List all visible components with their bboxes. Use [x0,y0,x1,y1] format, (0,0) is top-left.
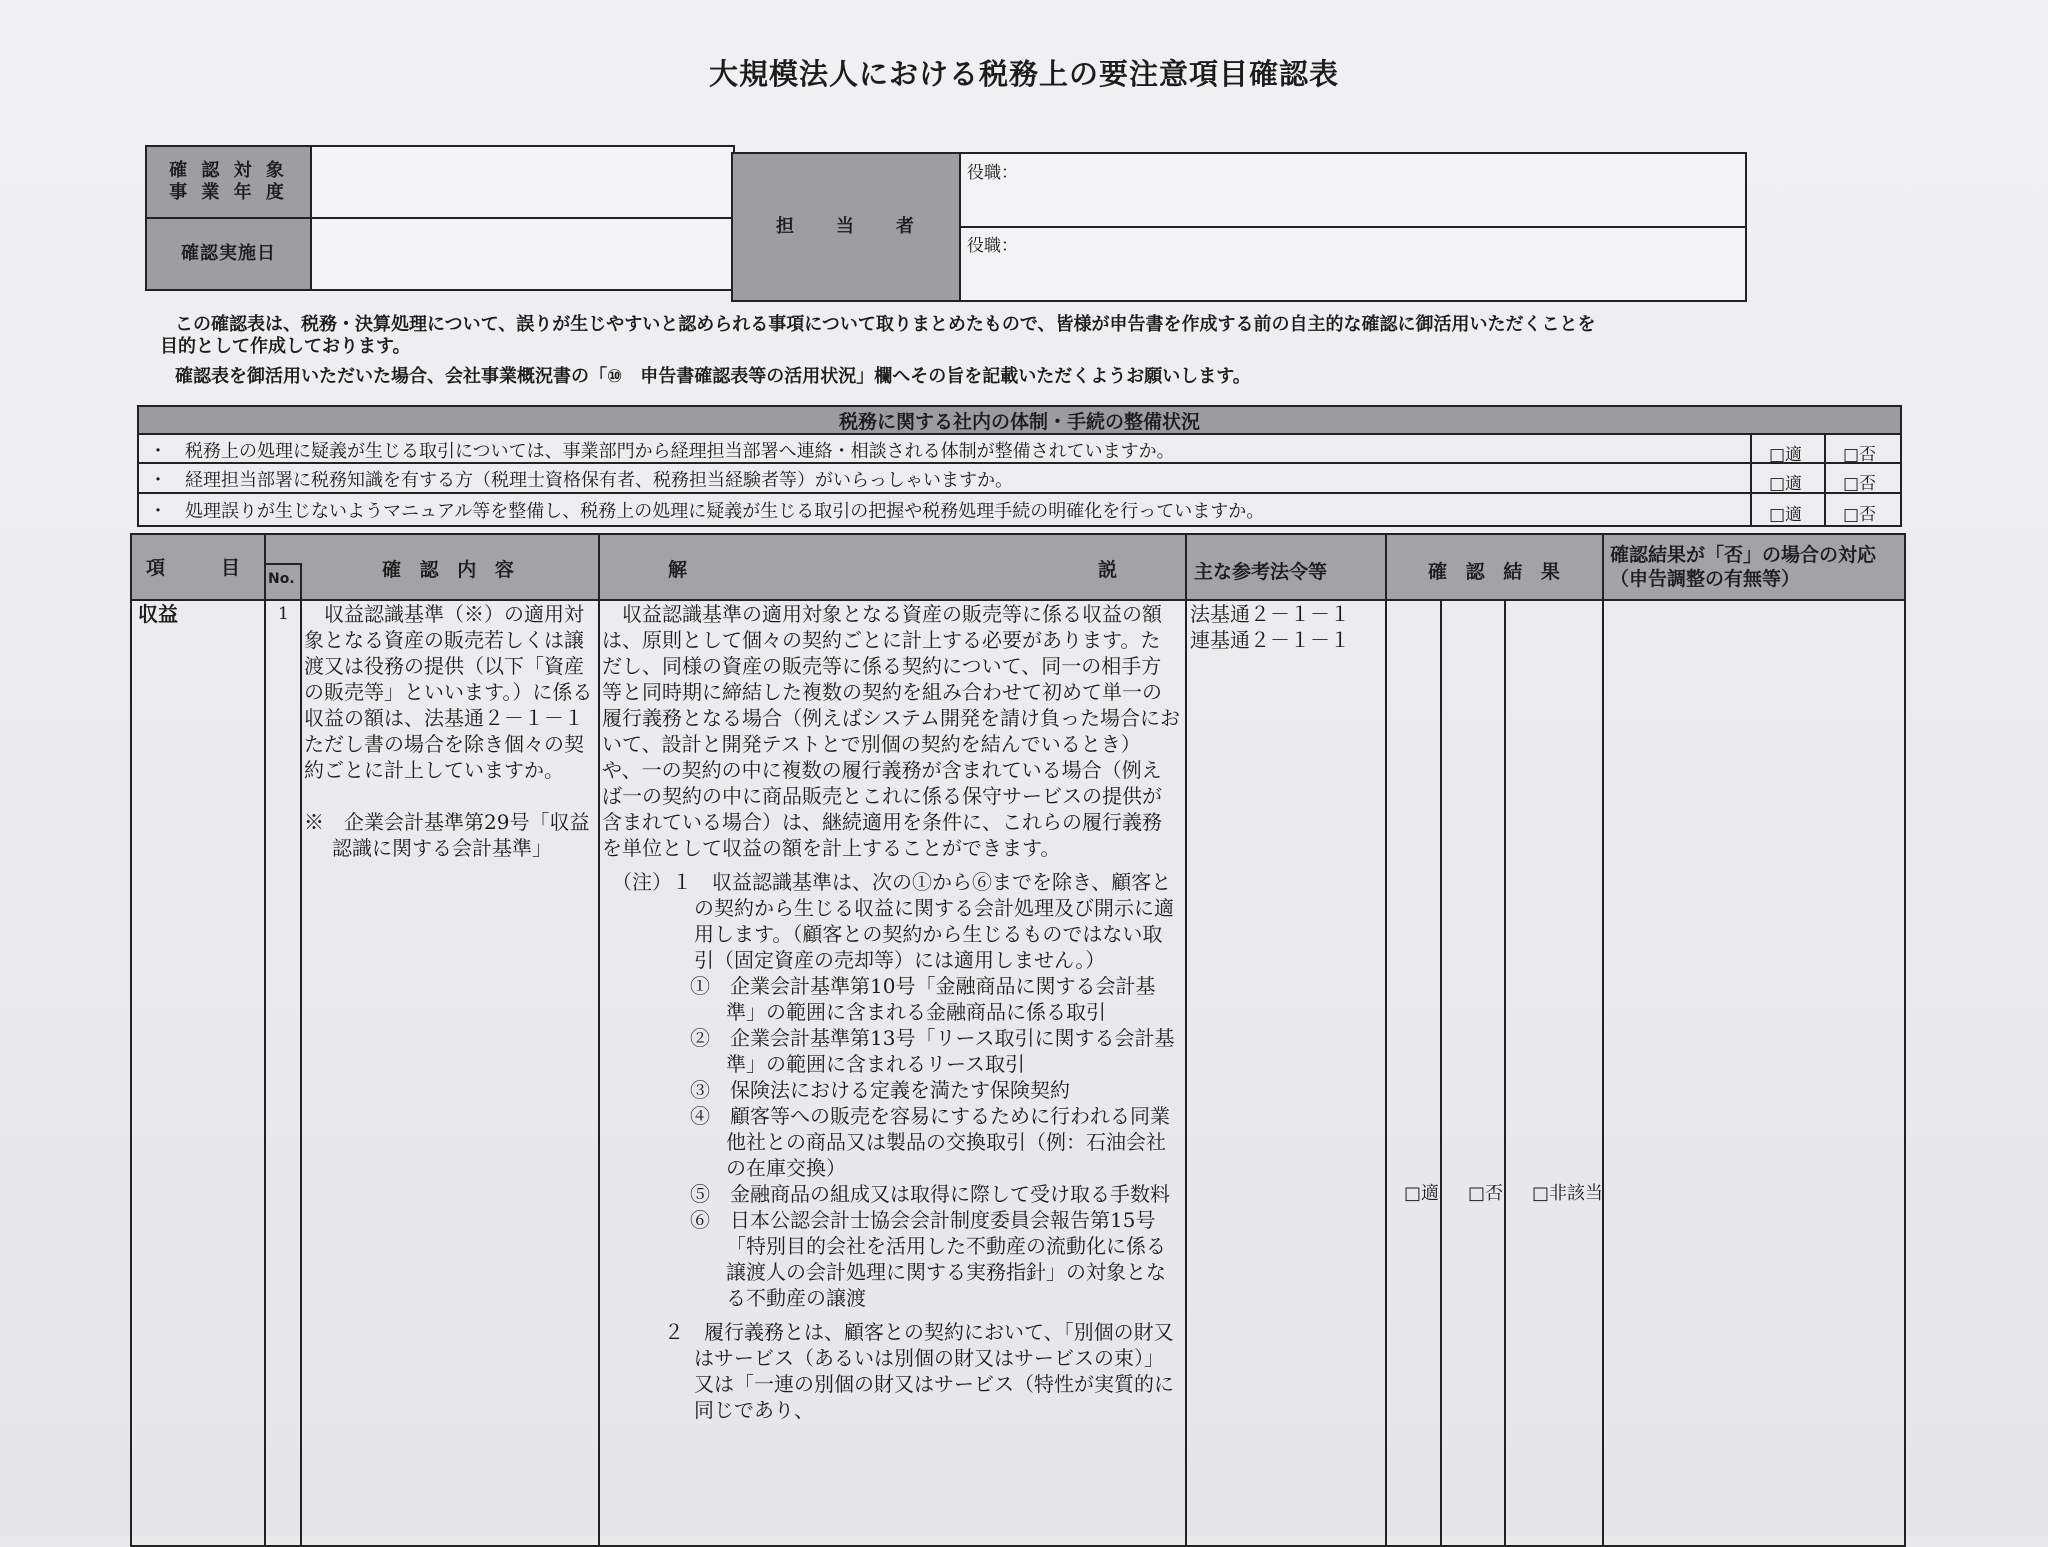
header-explain-left: 解 [668,559,694,581]
explain-note: ２ 履行義務とは、顧客との契約において、「別個の財又はサービス（あるいは別個の財又はサービスの束）」又は「一連の別個の財又はサービス（特性が実質的に同じであり、 [664,1320,1174,1422]
header-result: 確 認 結 果 [1428,561,1566,583]
intro-line-3: 確認表を御活用いただいた場合、会社事業概況書の「⑩ 申告書確認表等の活用状況」欄へその旨を記載いただくようお願いします。 [175,366,1251,387]
system-row-2-ok-checkbox[interactable]: □適 [1769,474,1803,494]
item-cell: 収益 [138,602,178,626]
page-title: 大規模法人における税務上の要注意項目確認表 [708,57,1339,91]
system-row: ・ 税務上の処理に疑義が生じる取引については、事業部門から経理担当部署へ連絡・相談される体制が整備されていますか。 [149,441,1175,462]
explain-item: ② 企業会計基準第13号「リース取引に関する会計基準」の範囲に含まれるリース取引 [690,1026,1175,1076]
content-paragraph [304,783,594,809]
explain-item: ① 企業会計基準第10号「金融商品に関する会計基準」の範囲に含まれる金融商品に係る取引 [690,974,1156,1024]
intro-line-1: この確認表は、税務・決算処理について、誤りが生じやすいと認められる事項について取りまとめたもので、皆様が申告書を作成する前の自主的な確認に御活用いただくことを [175,314,1596,335]
content-note: ※ 企業会計基準第29号「収益認識に関する会計基準」 [304,810,590,860]
law-reference: 法基通２－１－１ [1190,602,1350,626]
date-field[interactable] [312,219,732,289]
system-row-2-ng-checkbox[interactable]: □否 [1843,474,1877,494]
law-cell [1190,601,1380,653]
no-cell: 1 [278,604,289,624]
header-info-table [145,145,735,291]
explain-paragraph: 収益認識基準の適用対象となる資産の販売等に係る収益の額は、原則として個々の契約ごとに計上する必要があります。ただし、同様の資産の販売等に係る契約について、同一の相手方等と同時期に締結した複数の契約を組み合わせて初めて単一の履行義務となる場合（例えばシステム開発を請け負った場合において、設計と開発テストとで別個の契約を結んでいるとき）や、一の契約の中に複数の履行義務が含まれている場合（例えば一の契約の中に商品販売とこれに係る保守サービスの提供が含まれている場合）は、継続適用を条件に、これらの履行義務を単位として収益の額を計上することができます。 [602,602,1180,860]
result-ng-checkbox[interactable]: □否 [1468,1183,1504,1204]
system-row-3-ng-checkbox[interactable]: □否 [1843,505,1877,525]
explain-note: （注）１ 収益認識基準は、次の①から⑥までを除き、顧客との契約から生じる収益に関する会計処理及び開示に適用します。（顧客との契約から生じるものではない取引（固定資産の売却等）には適用しません。） [612,870,1174,972]
header-response: 確認結果が「否」の場合の対応（申告調整の有無等） [1610,544,1877,590]
person-table [731,152,1747,302]
header-no: No. [268,571,295,587]
system-row: ・ 経理担当部署に税務知識を有する方（税理士資格保有者、税務担当経験者等）がいらっしゃいますか。 [149,470,1013,491]
explain-cell [602,601,1180,1541]
date-label: 確認実施日 [147,219,312,289]
system-heading: 税務に関する社内の体制・手続の整備状況 [139,407,1900,435]
intro-line-2: 目的として作成しております。 [160,336,411,357]
role-label-2: 役職： [967,236,1018,256]
content-cell [304,601,594,861]
content-paragraph: 収益認識基準（※）の適用対象となる資産の販売若しくは譲渡又は役務の提供（以下「資産の販売等」といいます。）に係る収益の額は、法基通２－１－１ただし書の場合を除き個々の契約ごとに計上していますか。 [304,602,593,782]
person-field-2[interactable] [1023,228,1743,298]
header-item: 項 目 [146,557,247,579]
system-row: ・ 処理誤りが生じないようマニュアル等を整備し、税務上の処理に疑義が生じる取引の把握や税務処理手続の明確化を行っていますか。 [149,501,1265,522]
target-year-field[interactable] [312,147,732,217]
header-law: 主な参考法令等 [1194,561,1328,583]
explain-item: ⑤ 金融商品の組成又は取得に際して受け取る手数料 [690,1182,1170,1206]
checklist-table [130,533,1906,1547]
explain-item: ④ 顧客等への販売を容易にするために行われる同業他社との商品又は製品の交換取引（例：石油会社の在庫交換） [690,1104,1170,1180]
response-field[interactable] [1606,601,1900,1541]
system-row-1-ng-checkbox[interactable]: □否 [1843,445,1877,465]
role-label-1: 役職： [967,163,1018,183]
header-content: 確 認 内 容 [382,559,520,581]
law-reference: 連基通２－１－１ [1190,628,1350,652]
result-ok-checkbox[interactable]: □適 [1404,1183,1440,1204]
explain-item: ③ 保険法における定義を満たす保険契約 [690,1078,1070,1102]
result-na-checkbox[interactable]: □非該当 [1532,1183,1604,1204]
system-row-1-ok-checkbox[interactable]: □適 [1769,445,1803,465]
internal-system-table [137,405,1902,527]
person-field-1[interactable] [1023,154,1743,224]
system-row-3-ok-checkbox[interactable]: □適 [1769,505,1803,525]
person-label: 担 当 者 [733,154,961,300]
target-year-label: 確 認 対 象 事 業 年 度 [147,147,312,217]
explain-item: ⑥ 日本公認会計士協会会計制度委員会報告第15号「特別目的会社を活用した不動産の流動化に係る譲渡人の会計処理に関する実務指針」の対象となる不動産の譲渡 [690,1208,1166,1310]
header-explain-right: 説 [1098,559,1124,581]
